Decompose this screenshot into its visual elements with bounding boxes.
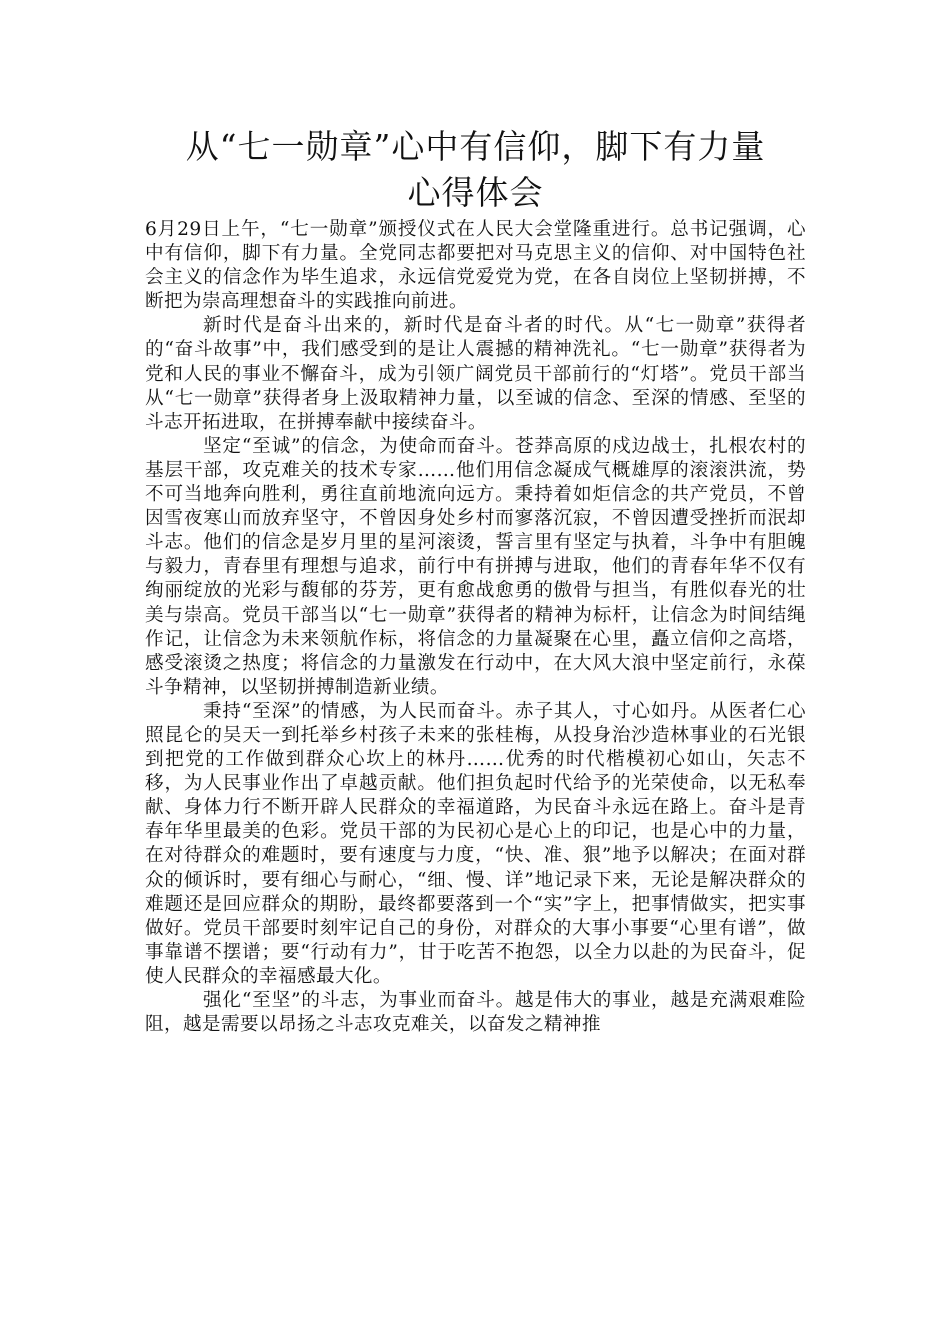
document-title [145,124,806,216]
paragraph-new-era: 新时代是奋斗出来的，新时代是奋斗者的时代。从“七一勋章”获得者的“奋斗故事”中，我们感受到的是让人震撼的精神洗礼。“七一勋章”获得者为党和人民的事业不懈奋斗，成为引领广阔党员干部前行的“灯塔”。党员干部当从“七一勋章”获得者身上汲取精神力量，以至诚的信念、至深的情感、至坚的斗志开拓进取，在拼搏奉献中接续奋斗。 [145,315,806,433]
paragraph-emotion: 秉持“至深”的情感，为人民而奋斗。赤子其人，寸心如丹。从医者仁心照昆仑的吴天一到托举乡村孩子未来的张桂梅，从投身治沙造林事业的石光银到把党的工作做到群众心坎上的林丹……优秀的时代楷模初心如山，矢志不移，为人民事业作出了卓越贡献。他们担负起时代给予的光荣使命，以无私奉献、身体力行不断开辟人民群众的幸福道路，为民奋斗永远在路上。奋斗是青春年华里最美的色彩。党员干部的为民初心是心上的印记，也是心中的力量，在对待群众的难题时，要有速度与力度，“快、准、狠”地予以解决；在面对群众的倾诉时，要有细心与耐心，“细、慢、详”地记录下来，无论是解决群众的难题还是回应群众的期盼，最终都要落到一个“实”字上，把事情做实，把实事做好。党员干部要时刻牢记自己的身份，对群众的大事小事要“心里有谱”，做事靠谱不摆谱；要“行动有力”，甘于吃苦不抱怨，以全力以赴的为民奋斗，促使人民群众的幸福感最大化。 [145,700,806,987]
document-content [145,124,806,1037]
paragraph-intro: 6月29日上午，“七一勋章”颁授仪式在人民大会堂隆重进行。总书记强调，心中有信仰，脚下有力量。全党同志都要把对马克思主义的信仰、对中国特色社会主义的信念作为毕生追求，永远信党爱党为党，在各自岗位上坚韧拼搏，不断把为崇高理想奋斗的实践推向前进。 [145,219,806,313]
document-body [145,218,806,1037]
title-line-1: 从“七一勋章”心中有信仰，脚下有力量 [185,127,766,166]
title-line-2: 心得体会 [407,173,544,212]
paragraph-belief: 坚定“至诚”的信念，为使命而奋斗。苍莽高原的戍边战士，扎根农村的基层干部，攻克难关的技术专家……他们用信念凝成气概雄厚的滚滚洪流，势不可当地奔向胜利，勇往直前地流向远方。秉持着如炬信念的共产党员，不曾因雪夜寒山而放弃坚守，不曾因身处乡村而寥落沉寂，不曾因遭受挫折而泯却斗志。他们的信念是岁月里的星河滚烫，誓言里有坚定与执着，斗争中有胆魄与毅力，青春里有理想与追求，前行中有拼搏与进取，他们的青春年华不仅有绚丽绽放的光彩与馥郁的芬芳，更有愈战愈勇的傲骨与担当，有胜似春光的壮美与崇高。党员干部当以“七一勋章”获得者的精神为标杆，让信念为时间结绳作记，让信念为未来领航作标，将信念的力量凝聚在心里，矗立信仰之高塔，感受滚烫之热度；将信念的力量激发在行动中，在大风大浪中坚定前行，永葆斗争精神，以坚韧拼搏制造新业绩。 [145,435,806,698]
paragraph-will: 强化“至坚”的斗志，为事业而奋斗。越是伟大的事业，越是充满艰难险阻，越是需要以昂扬之斗志攻克难关，以奋发之精神推 [145,990,806,1036]
